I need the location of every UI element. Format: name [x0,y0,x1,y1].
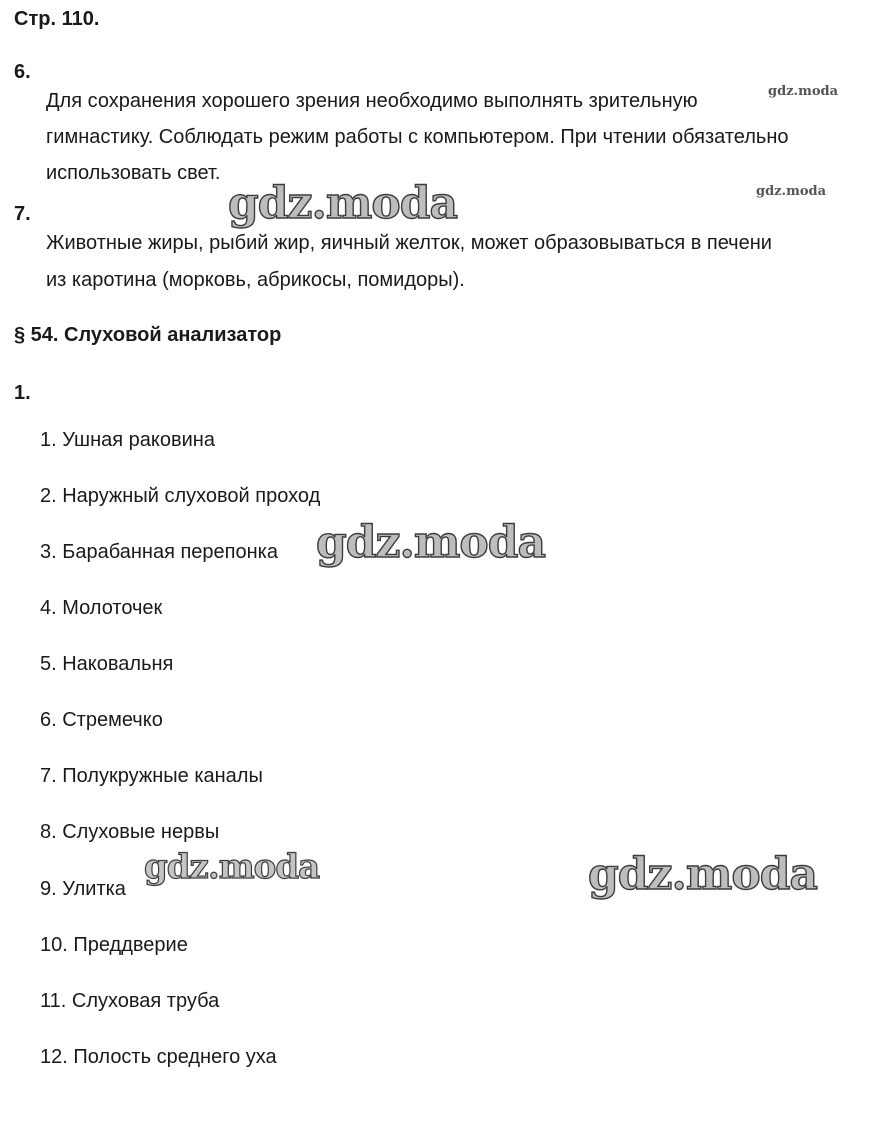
task-6-line-3: использовать свет. [46,162,221,184]
watermark: gdz.moda [756,184,827,199]
task-7-line-2: из каротина (морковь, абрикосы, помидоры). [46,269,465,291]
list-item: 6. Стремечко [40,709,163,731]
task-1-number: 1. [14,382,31,404]
list-item: 9. Улитка [40,878,126,900]
list-item: 3. Барабанная перепонка [40,541,278,563]
list-item: 5. Наковальня [40,653,174,675]
page-reference: Стр. 110. [14,8,100,30]
list-item: 12. Полость среднего уха [40,1046,277,1068]
list-item: 11. Слуховая труба [40,990,220,1012]
task-7-line-1: Животные жиры, рыбий жир, яичный желток, может образовываться в печени [46,232,772,254]
list-item: 1. Ушная раковина [40,429,215,451]
list-item: 7. Полукружные каналы [40,765,263,787]
task-7-number: 7. [14,203,31,225]
task-6-line-1: Для сохранения хорошего зрения необходимо выполнять зрительную [46,90,698,112]
list-item: 8. Слуховые нервы [40,821,220,843]
task-6-number: 6. [14,61,31,83]
watermark: gdz.moda [588,849,818,900]
list-item: 10. Преддверие [40,934,188,956]
list-item: 4. Молоточек [40,597,163,619]
section-title: § 54. Слуховой анализатор [14,324,282,346]
task-6-line-2: гимнастику. Соблюдать режим работы с компьютером. При чтении обязательно [46,126,789,148]
watermark: gdz.moda [228,178,458,229]
watermark: gdz.moda [144,847,320,887]
list-item: 2. Наружный слуховой проход [40,485,321,507]
watermark: gdz.moda [768,84,839,99]
watermark: gdz.moda [316,517,546,568]
